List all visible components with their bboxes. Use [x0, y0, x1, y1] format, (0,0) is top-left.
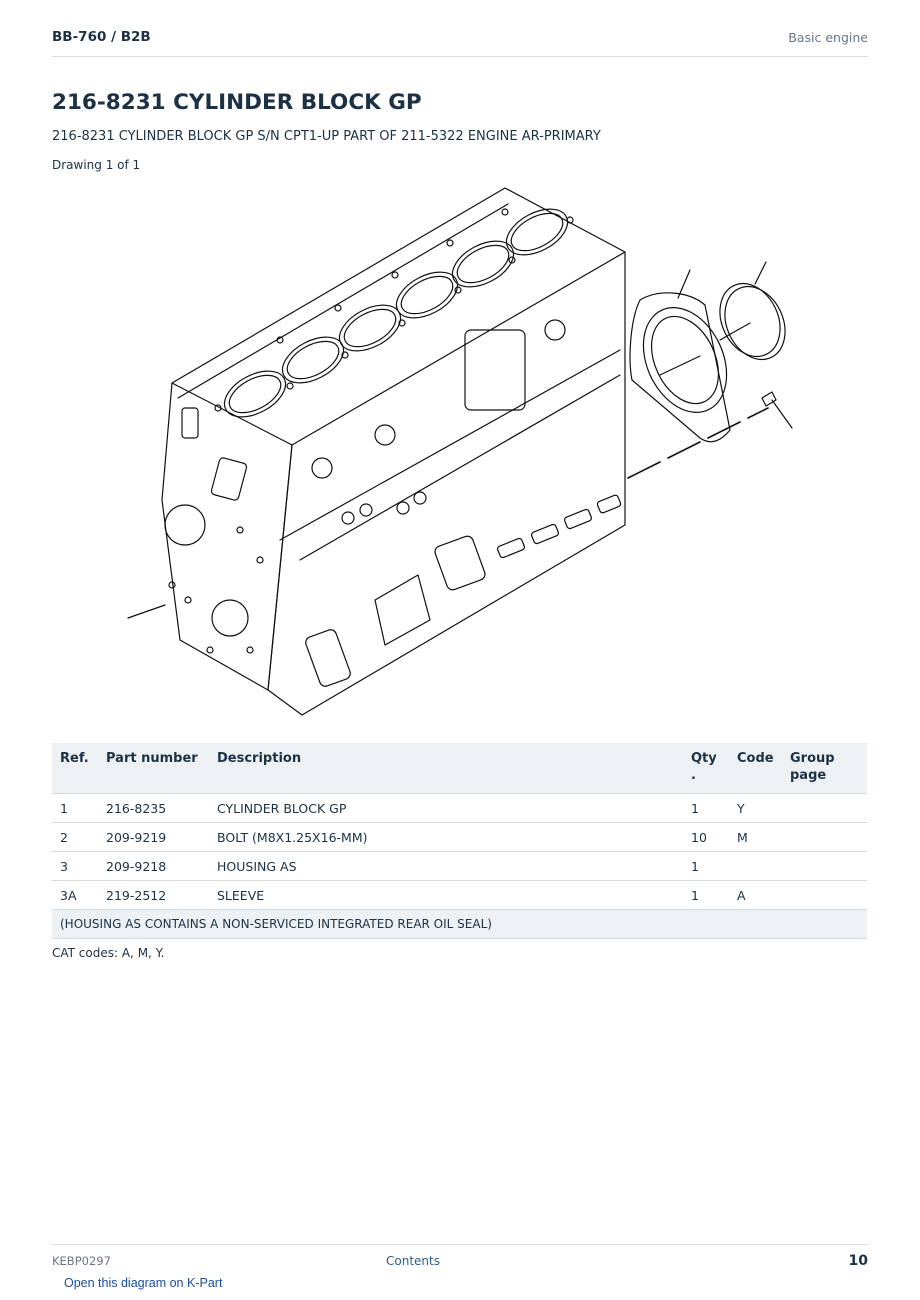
cell-group-page: [782, 823, 867, 852]
cylinder-block-diagram: [100, 180, 820, 725]
cell-part-number: 216-8235: [98, 794, 209, 823]
cell-part-number: 209-9219: [98, 823, 209, 852]
contents-link[interactable]: Contents: [386, 1254, 440, 1268]
table-row: [52, 852, 867, 881]
cell-ref: 3A: [52, 881, 98, 910]
cell-code: M: [729, 823, 782, 852]
column-header-qty: Qty .: [683, 743, 729, 794]
document-reference: BB-760 / B2B: [52, 29, 151, 45]
cell-ref: 3: [52, 852, 98, 881]
cell-ref: 2: [52, 823, 98, 852]
page-footer: [52, 1244, 868, 1275]
column-header-ref: Ref.: [52, 743, 98, 794]
parts-table-header: [52, 743, 867, 794]
cell-qty: 1: [683, 881, 729, 910]
cell-qty: 10: [683, 823, 729, 852]
drawing-count: Drawing 1 of 1: [52, 158, 141, 172]
cell-group-page: [782, 794, 867, 823]
page-header: [52, 0, 868, 57]
cell-code: [729, 852, 782, 881]
column-header-group-page: Group page: [782, 743, 867, 794]
cell-code: Y: [729, 794, 782, 823]
column-header-description: Description: [209, 743, 683, 794]
page-title: 216-8231 CYLINDER BLOCK GP: [52, 90, 422, 115]
cell-group-page: [782, 881, 867, 910]
cell-qty: 1: [683, 794, 729, 823]
cell-qty: 1: [683, 852, 729, 881]
cell-part-number: 209-9218: [98, 852, 209, 881]
page-subtitle: 216-8231 CYLINDER BLOCK GP S/N CPT1-UP PART OF 211-5322 ENGINE AR-PRIMARY: [52, 129, 601, 144]
document-id: KEBP0297: [52, 1254, 111, 1268]
page-number: 10: [848, 1253, 868, 1269]
cell-group-page: [782, 852, 867, 881]
cell-ref: 1: [52, 794, 98, 823]
cell-description: HOUSING AS: [209, 852, 683, 881]
exploded-cylinder-block-drawing: [100, 180, 820, 725]
table-row: [52, 794, 867, 823]
section-name: Basic engine: [788, 30, 868, 45]
table-row: [52, 881, 867, 910]
cat-codes: CAT codes: A, M, Y.: [52, 946, 165, 960]
column-header-code: Code: [729, 743, 782, 794]
parts-table: [52, 743, 867, 939]
cell-part-number: 219-2512: [98, 881, 209, 910]
table-row: [52, 823, 867, 852]
table-note-row: [52, 910, 867, 939]
cell-description: CYLINDER BLOCK GP: [209, 794, 683, 823]
cell-description: BOLT (M8X1.25X16-MM): [209, 823, 683, 852]
open-diagram-link[interactable]: Open this diagram on K-Part: [64, 1276, 223, 1290]
table-note: (HOUSING AS CONTAINS A NON-SERVICED INTEGRATED REAR OIL SEAL): [52, 910, 867, 939]
column-header-part-number: Part number: [98, 743, 209, 794]
cell-description: SLEEVE: [209, 881, 683, 910]
cell-code: A: [729, 881, 782, 910]
